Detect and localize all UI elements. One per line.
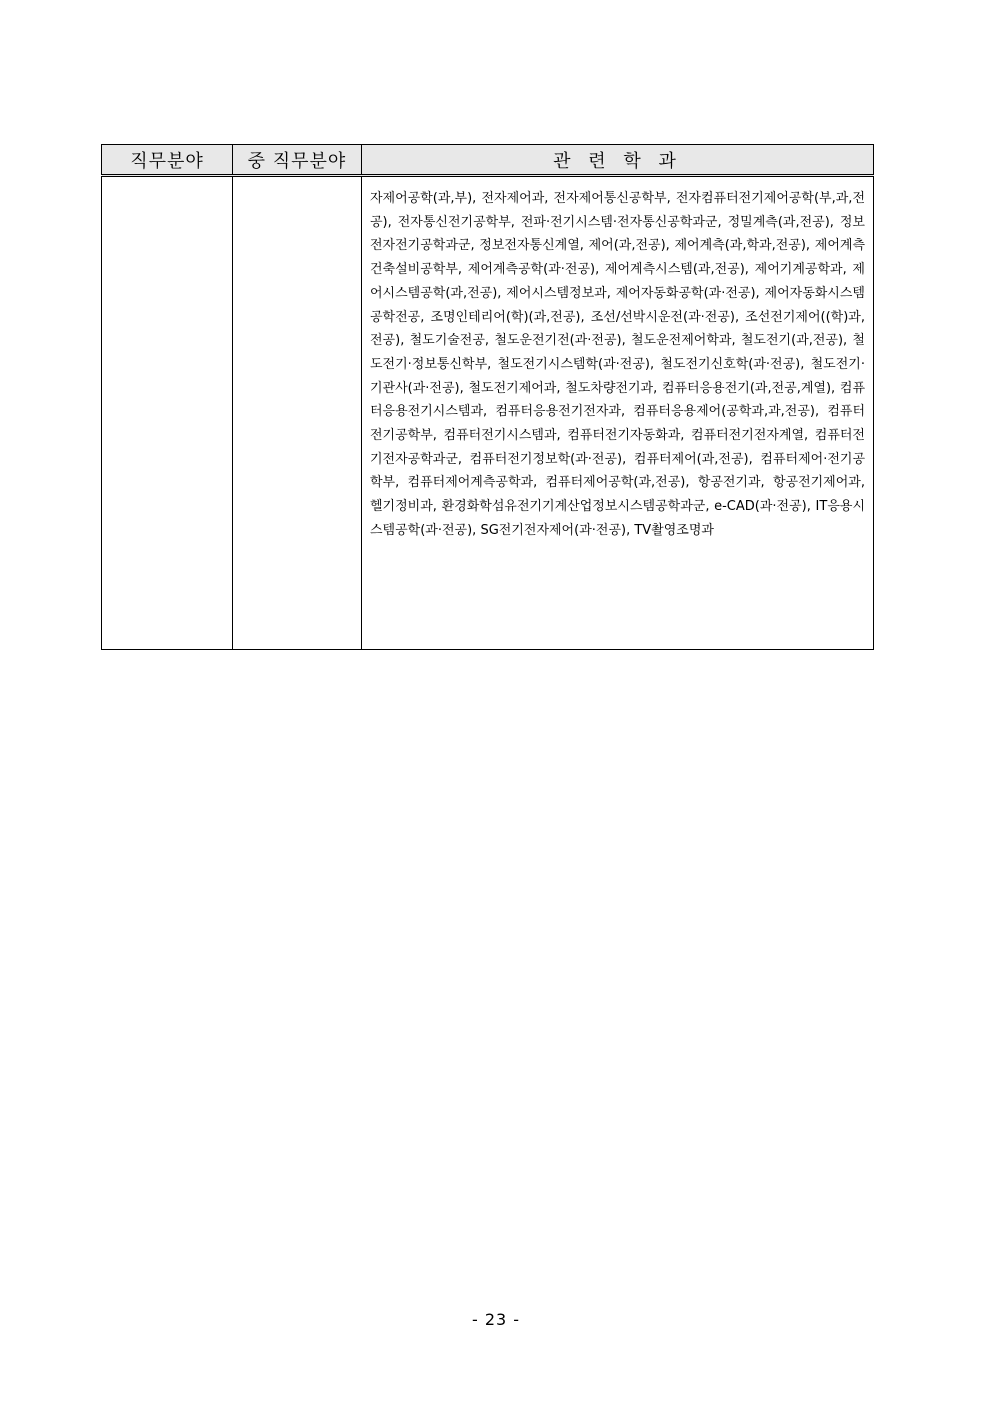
page-number: - 23 - xyxy=(471,1310,521,1329)
header-job-field: 직무분야 xyxy=(102,145,233,176)
table-header xyxy=(102,145,874,176)
table-header-row xyxy=(102,145,874,176)
cell-sub-job-field xyxy=(233,176,362,650)
header-related-departments: 관 련 학 과 xyxy=(362,145,874,176)
cell-related-departments xyxy=(362,176,874,650)
cell-job-field xyxy=(102,176,233,650)
table-body xyxy=(102,176,874,650)
related-departments-text: 자제어공학(과,부), 전자제어과, 전자제어통신공학부, 전자컴퓨터전기제어공학(부,과,전공), 전자통신전기공학부, 전파·전기시스템·전자통신공학과군, 정밀계측(과,전공), 정보전자전기공학과군, 정보전자통신계열, 제어(과,전공), 제어계측(과,학과,전공), 제어계측건축설비공학부, 제어계측공학(과·전공), 제어계측시스템(과,전공), 제어기계공학과, 제어시스템공학(과,전공), 제어시스템정보과, 제어자동화공학(과·전공), 제어자동화시스템공학전공, 조명인테리어(학)(과,전공), 조선/선박시운전(과·전공), 조선전기제어((학)과, 전공), 철도기술전공, 철도운전기전(과·전공), 철도운전제어학과, 철도전기(과,전공), 철도전기·정보통신학부, 철도전기시스템학(과·전공), 철도전기신호학(과·전공), 철도전기·기관사(과·전공), 철도전기제어과, 철도차량전기과, 컴퓨터응용전기(과,전공,계열), 컴퓨터응용전기시스템과, 컴퓨터응용전기전자과, 컴퓨터응용제어(공학과,과,전공), 컴퓨터전기공학부, 컴퓨터전기시스템과, 컴퓨터전기자동화과, 컴퓨터전기전자계열, 컴퓨터전기전자공학과군, 컴퓨터전기정보학(과·전공), 컴퓨터제어(과,전공), 컴퓨터제어·전기공학부, 컴퓨터제어계측공학과, 컴퓨터제어공학(과,전공), 항공전기과, 항공전기제어과, 헬기정비과, 환경화학섬유전기기계산업정보시스템공학과군, e-CAD(과·전공), IT응용시스템공학(과·전공), SG전기전자제어(과·전공), TV촬영조명과 xyxy=(370,191,865,538)
related-departments-table xyxy=(101,144,874,650)
header-sub-job-field: 중 직무분야 xyxy=(233,145,362,176)
table-row xyxy=(102,176,874,650)
